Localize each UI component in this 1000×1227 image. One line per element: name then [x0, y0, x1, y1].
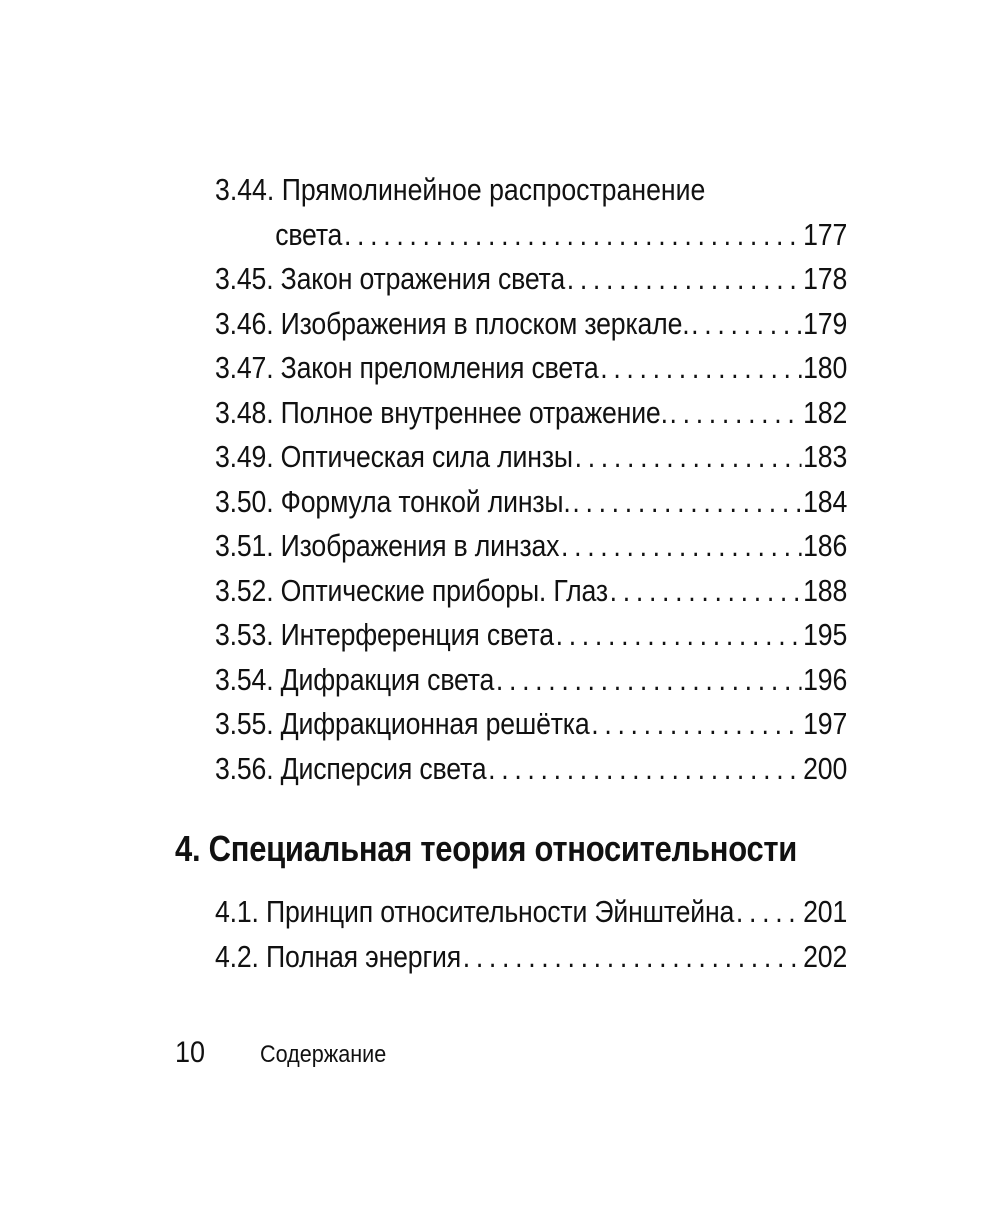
toc-entry-page: 184	[803, 483, 848, 519]
toc-entry-label: 3.54. Дифракция света	[215, 661, 495, 697]
toc-entry-page: 188	[803, 572, 848, 608]
toc-entry-page: 179	[803, 305, 848, 341]
toc-entry-page: 202	[803, 938, 848, 974]
toc-entry-page: 195	[803, 617, 848, 652]
toc-entry-page: 197	[803, 706, 848, 741]
toc-entry-label: 4.1. Принцип относительности Эйнштейна	[215, 894, 735, 929]
toc-entry-label: 3.46. Изображения в плоском зеркале.	[215, 305, 690, 341]
toc-entry-3-44-line1: 3.44. Прямолинейное распространение	[215, 172, 706, 207]
toc-entry-page: 196	[803, 661, 848, 697]
toc-entry-label: 4.2. Полная энергия	[215, 938, 462, 974]
toc-entry-3-47	[215, 346, 847, 391]
leader-dots	[600, 346, 801, 391]
table-of-contents	[215, 168, 847, 791]
page-number: 10	[175, 1036, 206, 1069]
toc-entry-4-1	[215, 890, 847, 935]
toc-entry-label: 3.51. Изображения в линзах	[215, 528, 560, 563]
toc-entry-3-51	[215, 524, 847, 569]
toc-entry-page: 177	[803, 216, 848, 252]
toc-entry-4-2	[215, 935, 847, 980]
table-of-contents-chapter-4	[215, 890, 847, 979]
toc-entry-label: 3.55. Дифракционная решётка	[215, 706, 590, 741]
leader-dots	[591, 702, 801, 747]
running-footer-title: Содержание	[260, 1041, 387, 1068]
toc-entry-3-54	[215, 658, 847, 703]
toc-entry-page: 186	[803, 528, 848, 563]
toc-entry-page: 201	[803, 894, 848, 929]
toc-entry-3-50	[215, 480, 847, 525]
leader-dots	[561, 524, 801, 569]
toc-entry-label: 3.45. Закон отражения света	[215, 261, 566, 296]
leader-dots	[575, 435, 802, 480]
leader-dots	[567, 257, 802, 302]
toc-entry-page: 178	[803, 261, 848, 296]
toc-entry-label: 3.50. Формула тонкой линзы.	[215, 483, 571, 519]
leader-dots	[344, 213, 801, 258]
leader-dots	[463, 935, 802, 980]
toc-entry-3-46	[215, 302, 847, 347]
leader-dots	[556, 613, 802, 658]
toc-entry-3-52	[215, 569, 847, 614]
toc-entry-label: 3.47. Закон преломления света	[215, 350, 599, 385]
toc-entry-3-45	[215, 257, 847, 302]
toc-entry-3-49	[215, 435, 847, 480]
leader-dots	[670, 391, 802, 436]
leader-dots	[610, 569, 802, 614]
toc-entry-label: 3.53. Интерференция света	[215, 617, 554, 652]
toc-entry-page: 183	[803, 439, 848, 474]
leader-dots	[736, 890, 801, 935]
leader-dots	[488, 747, 801, 792]
toc-entry-3-53	[215, 613, 847, 658]
toc-entry-page: 200	[803, 750, 848, 786]
toc-entry-label: 3.56. Дисперсия света	[215, 750, 487, 786]
toc-entry-3-55	[215, 702, 847, 747]
leader-dots	[496, 658, 802, 703]
toc-entry-3-56	[215, 747, 847, 792]
leader-dots	[572, 480, 801, 525]
leader-dots	[691, 302, 801, 347]
toc-entry-3-44	[215, 213, 847, 258]
page-footer	[175, 1036, 401, 1070]
toc-entry-label: 3.48. Полное внутреннее отражение.	[215, 394, 668, 430]
toc-entry-label: света	[275, 216, 343, 252]
toc-entry-page: 180	[803, 350, 848, 385]
toc-entry-label: 3.49. Оптическая сила линзы	[215, 439, 573, 474]
chapter-heading: 4. Специальная теория относительности	[175, 828, 798, 869]
toc-entry-label: 3.52. Оптические приборы. Глаз	[215, 572, 608, 608]
toc-entry-page: 182	[803, 394, 848, 430]
toc-entry-3-48	[215, 391, 847, 436]
